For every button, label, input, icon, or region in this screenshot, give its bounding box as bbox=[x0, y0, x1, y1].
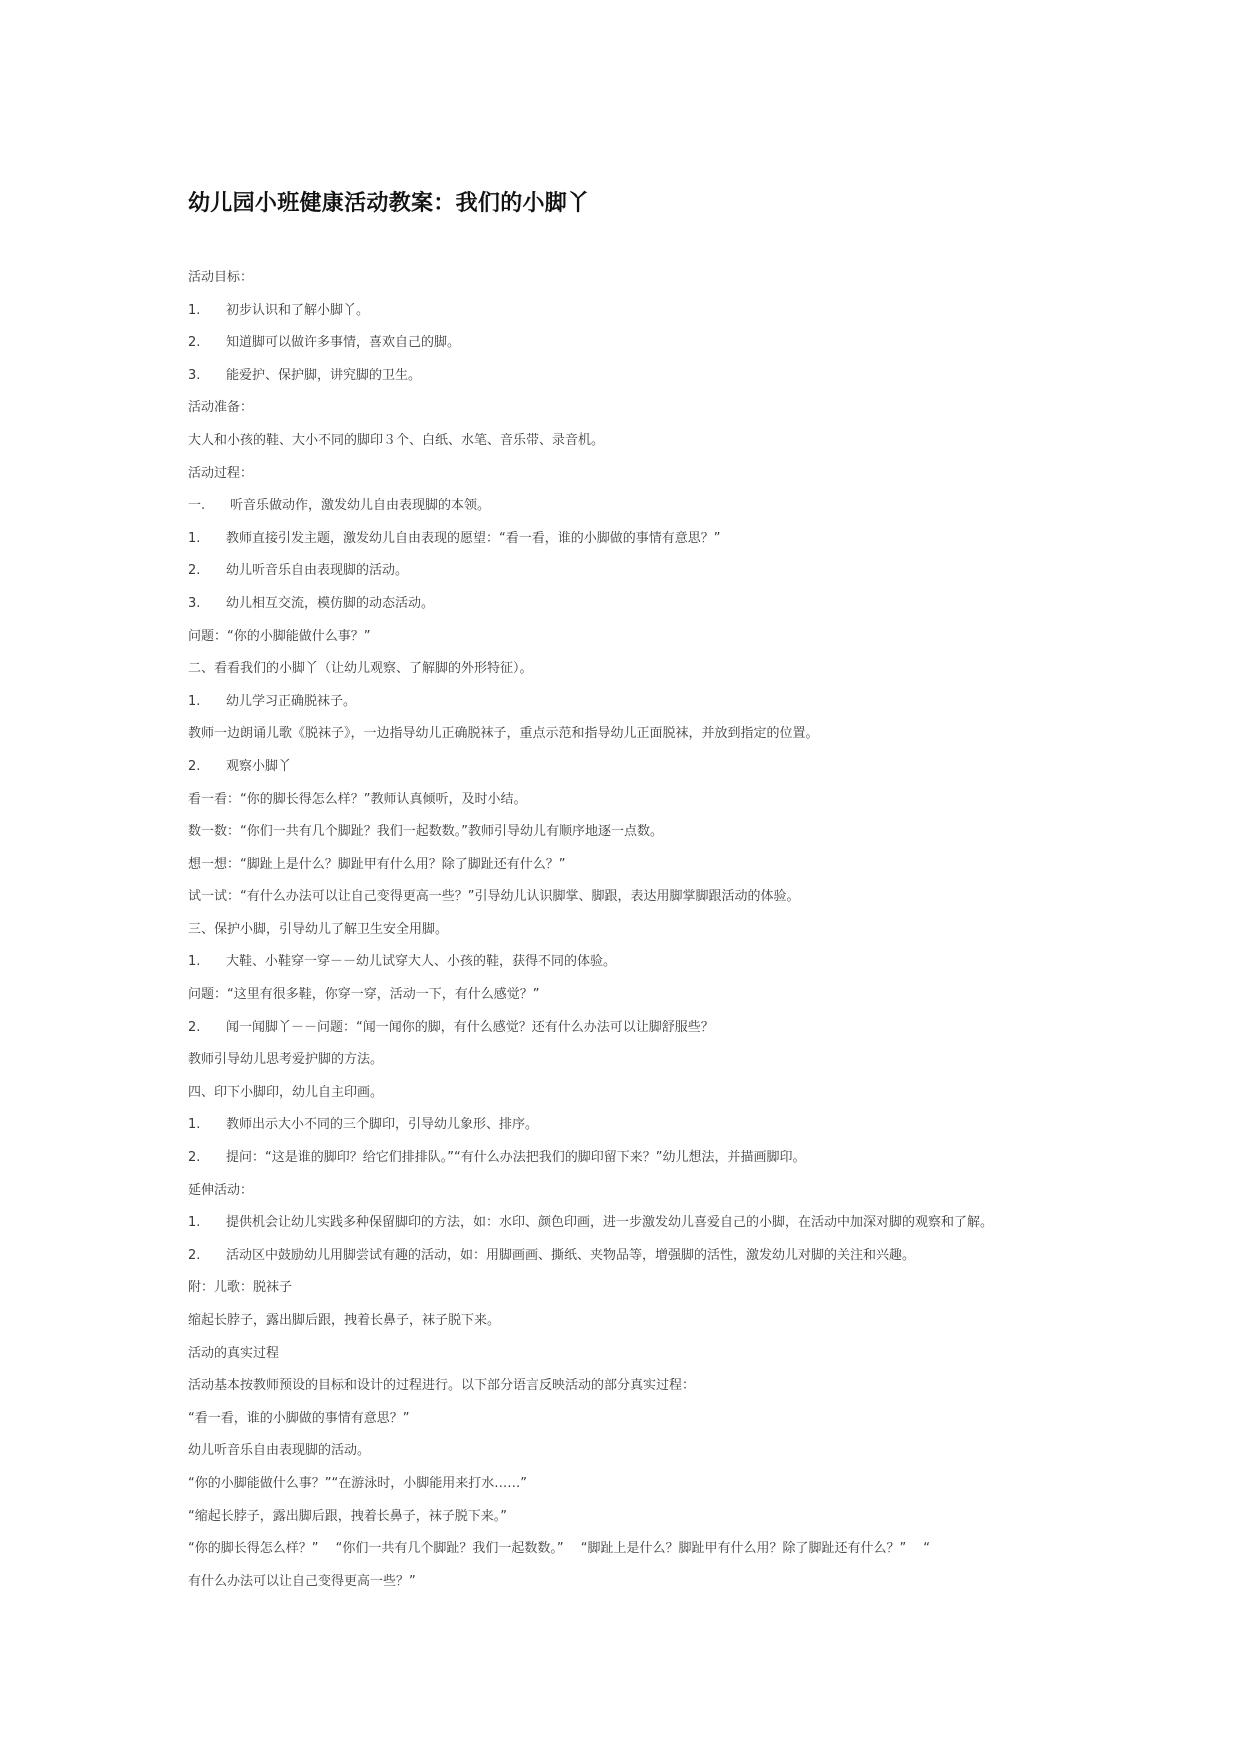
text-line bbox=[188, 1012, 1088, 1045]
text-line bbox=[188, 458, 1088, 491]
line-text: 缩起长脖子，露出脚后跟，拽着长鼻子，袜子脱下来。 bbox=[188, 1313, 501, 1328]
list-number: 2. bbox=[188, 758, 201, 774]
line-text: 观察小脚丫 bbox=[226, 758, 292, 774]
text-line bbox=[188, 979, 1088, 1012]
list-number: 一. bbox=[188, 498, 206, 514]
text-line bbox=[188, 881, 1088, 914]
line-text: 问题：“你的小脚能做什么事？” bbox=[188, 628, 371, 644]
list-number: 2. bbox=[188, 1247, 201, 1263]
text-line bbox=[188, 1142, 1088, 1175]
line-text: 活动过程： bbox=[188, 465, 254, 481]
text-line bbox=[188, 1272, 1088, 1305]
line-text: 幼儿相互交流，模仿脚的动态活动。 bbox=[226, 595, 435, 611]
text-line bbox=[188, 588, 1088, 621]
line-text: “缩起长脖子，露出脚后跟，拽着长鼻子，袜子脱下来。” bbox=[188, 1508, 507, 1524]
line-text: 有什么办法可以让自己变得更高一些？” bbox=[188, 1573, 416, 1589]
list-number: 1. bbox=[188, 1215, 201, 1231]
line-text: 教师直接引发主题，激发幼儿自由表现的愿望：“看一看，谁的小脚做的事情有意思？” bbox=[226, 530, 721, 546]
line-text: 提供机会让幼儿实践多种保留脚印的方法，如：水印、颜色印画，进一步激发幼儿喜爱自己的小脚，在活动中加深对脚的观察和了解。 bbox=[226, 1215, 994, 1231]
line-text: 活动的真实过程 bbox=[188, 1345, 280, 1361]
line-text: 能爱护、保护脚，讲究脚的卫生。 bbox=[226, 367, 422, 383]
text-line bbox=[188, 751, 1088, 784]
line-text: 活动基本按教师预设的目标和设计的过程进行。以下部分语言反映活动的部分真实过程： bbox=[188, 1378, 696, 1394]
text-line bbox=[188, 621, 1088, 654]
line-text: 提问：“这是谁的脚印？给它们排排队。”“有什么办法把我们的脚印留下来？”幼儿想法，并描画脚印。 bbox=[226, 1150, 806, 1166]
line-text: 三、保护小脚，引导幼儿了解卫生安全用脚。 bbox=[188, 921, 449, 937]
list-number: 1. bbox=[188, 693, 201, 709]
line-text: 活动区中鼓励幼儿用脚尝试有趣的活动，如：用脚画画、撕纸、夹物品等，增强脚的活性，激发幼儿对脚的关注和兴趣。 bbox=[226, 1247, 916, 1263]
text-line bbox=[188, 1175, 1088, 1208]
list-number: 1. bbox=[188, 302, 201, 318]
text-line bbox=[188, 914, 1088, 947]
text-line bbox=[188, 1044, 1088, 1077]
text-line bbox=[188, 1468, 1088, 1501]
list-number: 1. bbox=[188, 530, 201, 546]
document-page bbox=[188, 182, 1088, 1598]
text-line bbox=[188, 1109, 1088, 1142]
text-line bbox=[188, 425, 1088, 458]
line-text: 幼儿学习正确脱袜子。 bbox=[226, 693, 357, 709]
list-number: 1. bbox=[188, 1117, 201, 1133]
line-text: “你的小脚能做什么事？”“在游泳时，小脚能用来打水……” bbox=[188, 1475, 527, 1491]
text-line bbox=[188, 1566, 1088, 1599]
line-text: 附：儿歌：脱袜子 bbox=[188, 1280, 293, 1296]
list-number: 2. bbox=[188, 1150, 201, 1166]
text-line bbox=[188, 718, 1088, 751]
line-text: 大鞋、小鞋穿一穿－－幼儿试穿大人、小孩的鞋，获得不同的体验。 bbox=[226, 954, 617, 970]
line-text: 二、看看我们的小脚丫（让幼儿观察、了解脚的外形特征）。 bbox=[188, 661, 533, 677]
text-line bbox=[188, 1501, 1088, 1534]
text-line bbox=[188, 1305, 1088, 1338]
line-text: 数一数：“你们一共有几个脚趾？我们一起数数。”教师引导幼儿有顺序地逐一点数。 bbox=[188, 824, 663, 840]
line-text: 听音乐做动作，激发幼儿自由表现脚的本领。 bbox=[230, 498, 491, 514]
text-line bbox=[188, 1338, 1088, 1371]
text-line bbox=[188, 816, 1088, 849]
line-text: 闻一闻脚丫－－问题：“闻一闻你的脚，有什么感觉？还有什么办法可以让脚舒服些？ bbox=[226, 1019, 714, 1035]
line-text: 知道脚可以做许多事情，喜欢自己的脚。 bbox=[226, 335, 461, 351]
line-text: 大人和小孩的鞋、大小不同的脚印３个、白纸、水笔、音乐带、录音机。 bbox=[188, 432, 605, 448]
line-text: 幼儿听音乐自由表现脚的活动。 bbox=[226, 563, 409, 579]
list-number: 1. bbox=[188, 954, 201, 970]
list-number: 3. bbox=[188, 595, 201, 611]
text-line bbox=[188, 327, 1088, 360]
line-text: 延伸活动： bbox=[188, 1182, 254, 1198]
list-number: 2. bbox=[188, 563, 201, 579]
line-text: 想一想：“脚趾上是什么？脚趾甲有什么用？除了脚趾还有什么？” bbox=[188, 856, 566, 872]
text-line bbox=[188, 1403, 1088, 1436]
list-number: 2. bbox=[188, 1019, 201, 1035]
text-line bbox=[188, 946, 1088, 979]
line-text: 四、印下小脚印，幼儿自主印画。 bbox=[188, 1084, 384, 1100]
text-line bbox=[188, 295, 1088, 328]
line-text: 活动准备： bbox=[188, 400, 254, 416]
text-line bbox=[188, 686, 1088, 719]
text-line bbox=[188, 1077, 1088, 1110]
text-line bbox=[188, 392, 1088, 425]
line-text: “看一看，谁的小脚做的事情有意思？” bbox=[188, 1410, 410, 1426]
text-line bbox=[188, 523, 1088, 556]
text-line bbox=[188, 555, 1088, 588]
text-line bbox=[188, 262, 1088, 295]
document-title: 幼儿园小班健康活动教案：我们的小脚丫 bbox=[188, 191, 590, 216]
text-line bbox=[188, 1533, 1088, 1566]
text-line bbox=[188, 1435, 1088, 1468]
document-body bbox=[188, 262, 1088, 1598]
list-number: 3. bbox=[188, 367, 201, 383]
text-line bbox=[188, 1207, 1088, 1240]
line-text: 试一试：“有什么办法可以让自己变得更高一些？”引导幼儿认识脚掌、脚跟，表达用脚掌脚跟活动的体验。 bbox=[188, 889, 800, 905]
line-text: 教师引导幼儿思考爱护脚的方法。 bbox=[188, 1052, 384, 1068]
line-text: 活动目标： bbox=[188, 270, 254, 285]
list-number: 2. bbox=[188, 335, 201, 351]
line-text: 看一看：“你的脚长得怎么样？”教师认真倾听，及时小结。 bbox=[188, 791, 527, 807]
text-line bbox=[188, 849, 1088, 882]
line-text: 初步认识和了解小脚丫。 bbox=[226, 302, 370, 318]
text-line bbox=[188, 1370, 1088, 1403]
line-text: 教师出示大小不同的三个脚印，引导幼儿象形、排序。 bbox=[226, 1117, 539, 1133]
text-line bbox=[188, 360, 1088, 393]
text-line bbox=[188, 784, 1088, 817]
line-text: 教师一边朗诵儿歌《脱袜子》，一边指导幼儿正确脱袜子，重点示范和指导幼儿正面脱袜，并放到指定的位置。 bbox=[188, 726, 819, 742]
line-text: “你的脚长得怎么样？” “你们一共有几个脚趾？我们一起数数。” “脚趾上是什么？脚趾甲有什么用？除了脚趾还有什么？” “ bbox=[188, 1541, 931, 1557]
line-text: 问题：“这里有很多鞋，你穿一穿，活动一下，有什么感觉？” bbox=[188, 987, 540, 1003]
text-line bbox=[188, 653, 1088, 686]
text-line bbox=[188, 1240, 1088, 1273]
line-text: 幼儿听音乐自由表现脚的活动。 bbox=[188, 1443, 371, 1459]
text-line bbox=[188, 490, 1088, 523]
